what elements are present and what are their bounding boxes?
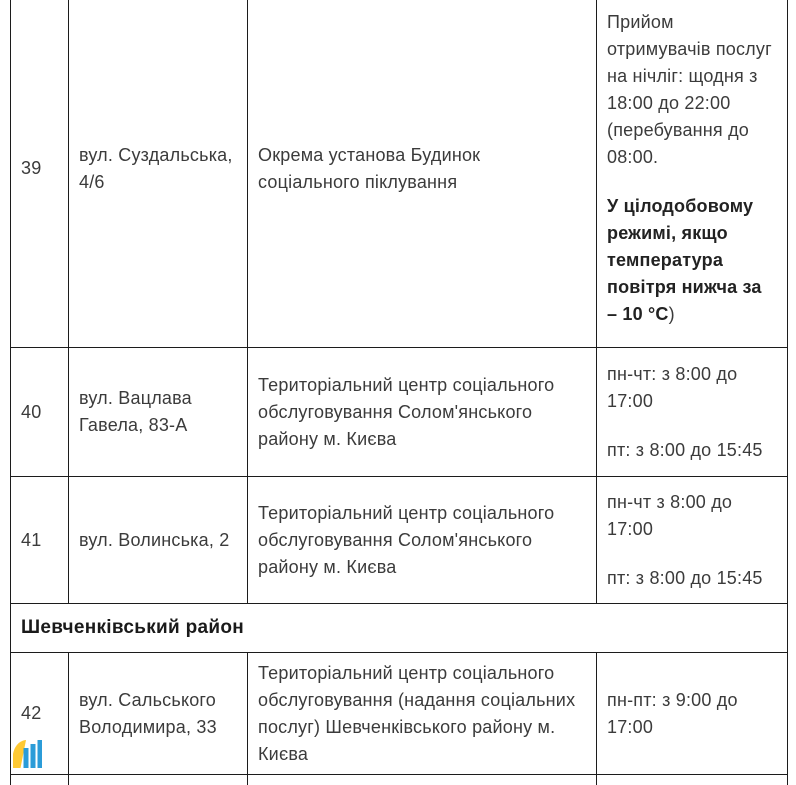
institution-text: Окрема установа Будинок соціального піклування: [258, 144, 481, 192]
address-text: вул. Волинська, 2: [79, 529, 230, 550]
row-41-number-cell: [11, 477, 69, 604]
institution-text: Територіальний центр соціального обслуговування Солом'янського району м. Києва: [258, 502, 555, 577]
address-text: вул. Суздальська, 4/6: [79, 144, 233, 192]
schedule-note-tail: ): [668, 304, 675, 324]
row-39-institution-cell: [248, 0, 597, 348]
services-table: [10, 0, 788, 785]
partial-row-institution-cell: [248, 775, 597, 785]
row-40-institution-cell: [248, 348, 597, 477]
row-number: 40: [21, 401, 42, 422]
row-40-schedule-cell: [597, 348, 788, 477]
logo-blue-bar-3: [38, 740, 43, 768]
row-39-address-cell: [69, 0, 248, 348]
section-header-label: Шевченківський район: [21, 616, 245, 638]
row-number: 39: [21, 158, 42, 178]
schedule-text: пн-чт з 8:00 до 17:00: [607, 491, 733, 539]
row-41-institution-cell: [248, 477, 597, 604]
logo-icon: [12, 739, 42, 769]
schedule-text: Прийом отримувачів послуг на нічліг: щодня з 18:00 до 22:00 (перебування до 08:00.: [607, 12, 772, 167]
schedule-text: пн-чт: з 8:00 до 17:00: [607, 363, 738, 411]
row-40-number-cell: [11, 348, 69, 477]
partial-row-address-cell: [69, 775, 248, 785]
row-number: 41: [21, 529, 42, 550]
logo-blue-bar-1: [24, 748, 29, 768]
row-39-schedule-cell: [597, 0, 788, 348]
schedule-note-bold: У цілодобовому режимі, якщо температура повітря нижча за – 10 °С: [607, 196, 762, 324]
partial-row-number-cell: [11, 775, 69, 785]
schedule-text-2: пт: з 8:00 до 15:45: [607, 567, 763, 588]
address-text: вул. Вацлава Гавела, 83-А: [79, 388, 192, 435]
partial-row-schedule-cell: [597, 775, 788, 785]
address-text: вул. Сальського Володимира, 33: [79, 689, 217, 737]
row-39-number-cell: [11, 0, 69, 348]
row-42-schedule-cell: [597, 653, 788, 775]
row-40-address-cell: [69, 348, 248, 477]
institution-text: Територіальний центр соціального обслуговування Солом'янського району м. Києва: [258, 374, 555, 449]
row-42-institution-cell: [248, 653, 597, 775]
row-41-address-cell: [69, 477, 248, 604]
row-number: 42: [21, 703, 42, 723]
row-41-schedule-cell: [597, 477, 788, 604]
section-header: [11, 604, 788, 653]
logo-blue-bar-2: [31, 744, 36, 768]
schedule-text-2: пт: з 8:00 до 15:45: [607, 439, 763, 460]
schedule-note: [607, 193, 777, 328]
schedule-text: пн-пт: з 9:00 до 17:00: [607, 689, 738, 737]
row-42-address-cell: [69, 653, 248, 775]
institution-text: Територіальний центр соціального обслуговування (надання соціальних послуг) Шевченківського району м. Києва: [258, 662, 576, 764]
